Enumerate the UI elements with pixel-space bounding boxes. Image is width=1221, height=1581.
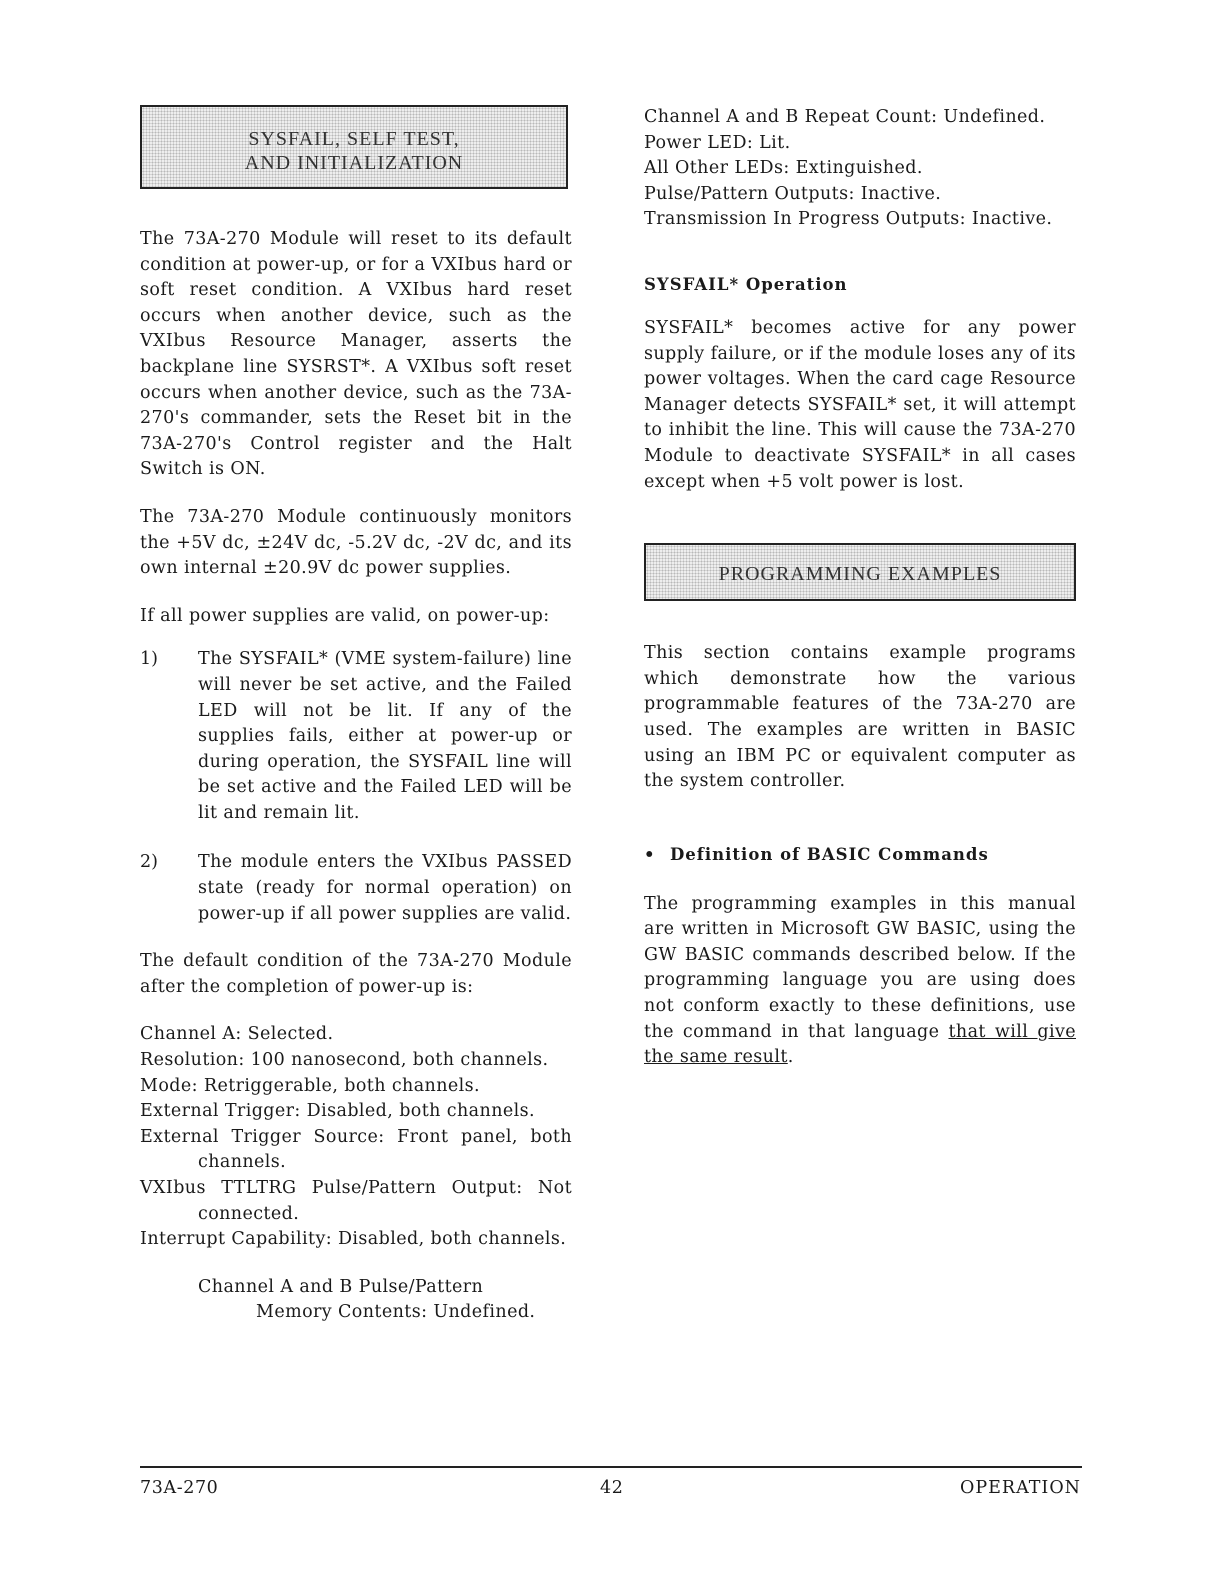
condition-item: Transmission In Progress Outputs: Inactive.: [644, 209, 1053, 230]
condition-item: External Trigger: Disabled, both channels.: [140, 1101, 535, 1122]
memory-line-2: Memory Contents: Undefined.: [256, 1302, 536, 1323]
list-item-text: The SYSFAIL* (VME system-failure) line will never be set active, and the Failed LED will not be lit. If any of the supplies fails, either at power-up or during operation, the SYSFAIL line will be set active and the Failed LED will be lit and remain lit.: [198, 649, 572, 823]
default-conditions-continued-list: [644, 105, 1076, 233]
condition-item: Channel A: Selected.: [140, 1024, 334, 1045]
footer-section: OPERATION: [960, 1478, 1081, 1498]
list-item: [140, 647, 572, 826]
programming-examples-title-box: [644, 543, 1076, 601]
default-conditions-list: [140, 1022, 572, 1252]
condition-item: Channel A and B Repeat Count: Undefined.: [644, 107, 1046, 127]
basic-commands-heading-text: Definition of BASIC Commands: [670, 844, 989, 864]
condition-item: VXIbus TTLTRG Pulse/Pattern Output: Not connected.: [140, 1178, 572, 1224]
condition-item: All Other LEDs: Extinguished.: [644, 158, 923, 179]
list-item-number: 2): [140, 852, 158, 873]
memory-line-1: Channel A and B Pulse/Pattern: [198, 1276, 484, 1297]
reset-paragraph: The 73A-270 Module will reset to its default condition at power-up, or for a VXIbus hard or soft reset condition. A VXIbus hard reset occurs when another device, such as the VXIbus Resource Manager, asserts the backplane line SYSRST*. A VXIbus soft reset occurs when another device, such as the 73A-270's commander, sets the Reset bit in the 73A-270's Control register and the Halt Switch is ON.: [140, 229, 572, 480]
underlined-phrase: that will give the same result: [644, 1021, 1076, 1068]
left-column: [140, 105, 572, 1326]
bullet-icon: •: [644, 844, 656, 864]
list-item-text: The module enters the VXIbus PASSED state (ready for normal operation) on power-up if all power supplies are valid.: [198, 852, 572, 924]
sysfail-section-title-box: [140, 105, 568, 189]
condition-item: Power LED: Lit.: [644, 132, 791, 153]
sysfail-operation-paragraph: SYSFAIL* becomes active for any power supply failure, or if the module loses any of its power voltages. When the card cage Resource Manager detects SYSFAIL* set, it will attempt to inhibit the line. This will cause the 73A-270 Module to deactivate SYSFAIL* in all cases except when +5 volt power is lost.: [644, 317, 1076, 492]
memory-contents-condition: [140, 1275, 572, 1326]
condition-item: Pulse/Pattern Outputs: Inactive.: [644, 183, 942, 204]
list-item: [140, 850, 572, 927]
programming-examples-title: PROGRAMMING EXAMPLES: [718, 563, 1002, 586]
condition-item: Interrupt Capability: Disabled, both channels.: [140, 1229, 567, 1250]
condition-item: External Trigger Source: Front panel, both channels.: [140, 1126, 572, 1173]
basic-commands-period: .: [787, 1047, 794, 1068]
footer-model: 73A-270: [140, 1478, 219, 1498]
power-monitor-paragraph: The 73A-270 Module continuously monitors the +5V dc, ±24V dc, -5.2V dc, -2V dc, and its own internal ±20.9V dc power supplies.: [140, 506, 572, 579]
power-up-intro: If all power supplies are valid, on power-up:: [140, 605, 550, 626]
page-number: 42: [600, 1478, 624, 1498]
section-title-line-2: AND INITIALIZATION: [244, 152, 464, 174]
basic-commands-paragraph: [644, 892, 1076, 1071]
right-column: [644, 105, 1076, 1071]
section-title-line-1: SYSFAIL, SELF TEST,: [248, 128, 460, 150]
basic-commands-text: The programming examples in this manual are written in Microsoft GW BASIC, using the GW BASIC commands described below. If the programming language you are using does not conform exactly to these definitions, use the command in that language: [644, 893, 1076, 1042]
basic-commands-heading: [644, 845, 1076, 864]
condition-item: Mode: Retriggerable, both channels.: [140, 1075, 480, 1096]
programming-intro-paragraph: This section contains example programs which demonstrate how the various programmable features of the 73A-270 are used. The examples are written in BASIC using an IBM PC or equivalent computer as the system controller.: [644, 643, 1076, 792]
list-item-number: 1): [140, 649, 158, 670]
footer-divider: [140, 1466, 1082, 1468]
default-condition-intro: The default condition of the 73A-270 Module after the completion of power-up is:: [140, 951, 572, 997]
sysfail-operation-heading: SYSFAIL* Operation: [644, 274, 848, 294]
condition-item: Resolution: 100 nanosecond, both channels.: [140, 1050, 549, 1071]
